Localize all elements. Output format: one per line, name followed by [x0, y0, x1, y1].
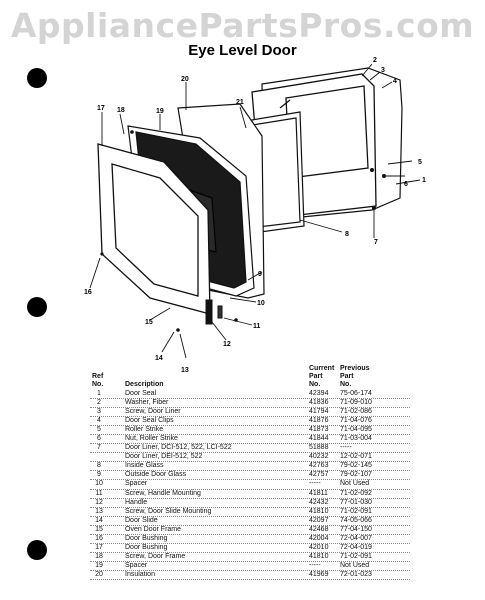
cell-description: Door Slide: [125, 516, 158, 524]
cell-description: Spacer: [125, 480, 148, 488]
cell-current-part: 42432: [309, 498, 329, 506]
cell-description: Nut, Roller Strike: [125, 435, 178, 443]
cell-previous-part: 71-04-076: [340, 417, 372, 425]
cell-description: Spacer: [125, 561, 148, 569]
cell-previous-part: 71-03-004: [340, 435, 372, 443]
cell-previous-part: 12-02-071: [340, 453, 372, 461]
table-row: [90, 526, 410, 535]
page-title: Eye Level Door: [188, 42, 297, 59]
cell-previous-part: 72-04-019: [340, 543, 372, 551]
header-ref-line2: No.: [92, 381, 104, 388]
table-row: [90, 562, 410, 571]
cell-description: Screw, Door Slide Mounting: [125, 507, 212, 515]
cell-previous-part: -----: [340, 444, 352, 452]
callout-2: 2: [373, 57, 377, 64]
handle: [206, 300, 222, 324]
cell-previous-part: 72-04-007: [340, 534, 372, 542]
cell-ref: 1: [97, 390, 101, 397]
callout-7: 7: [374, 239, 378, 246]
cell-description: Door Bushing: [125, 534, 168, 542]
cell-current-part: 41794: [309, 408, 329, 416]
cell-previous-part: 71-04-095: [340, 426, 372, 434]
cell-current-part: 40232: [309, 453, 329, 461]
binder-hole: [27, 540, 47, 560]
table-row: [90, 426, 410, 435]
cell-previous-part: 71-02-092: [340, 489, 372, 497]
cell-description: Door Liner, DEI-512, 522: [125, 453, 203, 461]
header-current-line3: No.: [309, 381, 321, 388]
cell-ref: 4: [97, 417, 101, 425]
cell-current-part: 42763: [309, 462, 329, 470]
table-row: [90, 408, 410, 417]
cell-ref: 18: [95, 552, 103, 560]
cell-ref: 19: [95, 561, 103, 569]
cell-description: Handle: [125, 498, 148, 506]
table-row: [90, 453, 410, 462]
table-row: [90, 399, 410, 408]
cell-ref: 8: [97, 462, 101, 470]
cell-previous-part: 71-02-086: [340, 408, 372, 416]
callout-5: 5: [418, 159, 422, 166]
callout-11: 11: [253, 323, 261, 330]
table-row: [90, 571, 410, 580]
cell-description: Outside Door Glass: [125, 471, 187, 479]
callout-20: 20: [181, 76, 189, 83]
cell-previous-part: 71-02-091: [340, 552, 372, 560]
cell-ref: 14: [95, 516, 103, 524]
callout-1: 1: [422, 177, 426, 184]
table-row: [90, 508, 410, 517]
cell-current-part: 41810: [309, 507, 329, 515]
cell-previous-part: 72-01-023: [340, 570, 372, 578]
header-current-line2: Part: [309, 373, 323, 380]
callout-4: 4: [393, 78, 397, 85]
table-row: [90, 390, 410, 399]
cell-ref: 9: [97, 471, 101, 479]
cell-current-part: 51888: [309, 444, 329, 452]
table-row: [90, 517, 410, 526]
parts-table-body: [90, 390, 410, 580]
table-row: [90, 553, 410, 562]
header-previous-line2: Part: [340, 373, 354, 380]
cell-ref: 13: [95, 507, 103, 515]
cell-description: Screw, Door Liner: [125, 408, 181, 416]
callout-10: 10: [257, 300, 265, 307]
cell-ref: 17: [95, 543, 103, 551]
watermark: AppliancePartsPros.com: [10, 6, 475, 45]
table-row: [90, 471, 410, 480]
cell-current-part: 41811: [309, 489, 328, 497]
callout-18: 18: [117, 107, 125, 114]
callout-21: 21: [236, 99, 244, 106]
table-row: [90, 490, 410, 499]
parts-table-header: [90, 364, 410, 390]
cell-current-part: 41836: [309, 399, 329, 407]
cell-previous-part: 75-06-174: [340, 390, 372, 397]
header-previous-line1: Previous: [340, 365, 370, 372]
cell-current-part: -----: [309, 480, 321, 488]
cell-ref: 2: [97, 399, 101, 407]
cell-current-part: 42010: [309, 543, 329, 551]
cell-previous-part: 71-02-091: [340, 507, 372, 515]
callout-12: 12: [223, 341, 231, 348]
cell-ref: 20: [95, 570, 103, 578]
table-row: [90, 462, 410, 471]
cell-description: Oven Door Frame: [125, 525, 182, 533]
cell-description: Screw, Door Frame: [125, 552, 186, 560]
callout-6: 6: [404, 181, 408, 188]
cell-ref: 10: [95, 480, 103, 488]
cell-ref: 16: [95, 534, 103, 542]
callout-17: 17: [97, 105, 105, 112]
callout-8: 8: [345, 231, 349, 238]
cell-ref: 5: [97, 426, 101, 434]
table-row: [90, 417, 410, 426]
table-row: [90, 535, 410, 544]
header-previous-line3: No.: [340, 381, 352, 388]
cell-previous-part: 71-09-010: [340, 399, 372, 407]
cell-ref: 11: [95, 489, 103, 497]
table-row: [90, 480, 410, 489]
callout-15: 15: [145, 319, 153, 326]
cell-description: Door Liner, DCI-512, 522, LCI-522: [125, 444, 232, 452]
cell-ref: 7: [97, 444, 101, 452]
cell-current-part: 42004: [309, 534, 329, 542]
cell-current-part: 42097: [309, 516, 329, 524]
cell-previous-part: 79-02-145: [340, 462, 372, 470]
table-row: [90, 435, 410, 444]
cell-current-part: 42468: [309, 525, 329, 533]
cell-previous-part: Not Used: [340, 561, 370, 569]
cell-description: Door Bushing: [125, 543, 168, 551]
cell-current-part: -----: [309, 561, 321, 569]
callout-14: 14: [155, 355, 163, 362]
callout-16: 16: [84, 289, 92, 296]
callout-3: 3: [381, 67, 385, 74]
cell-current-part: 41810: [309, 552, 329, 560]
callout-13: 13: [181, 367, 189, 374]
cell-current-part: 42394: [309, 390, 329, 397]
cell-previous-part: 77-04-150: [340, 525, 372, 533]
cell-previous-part: 74-05-066: [340, 516, 372, 524]
cell-previous-part: Not Used: [340, 480, 370, 488]
cell-ref: 12: [95, 498, 103, 506]
header-description: Description: [125, 381, 164, 388]
table-row: [90, 499, 410, 508]
cell-current-part: 41873: [309, 426, 329, 434]
callout-9: 9: [258, 271, 262, 278]
table-row: [90, 444, 410, 453]
cell-description: Door Seal Clips: [125, 417, 174, 425]
cell-current-part: 41969: [309, 570, 329, 578]
cell-ref: 15: [95, 525, 103, 533]
parts-table: [90, 364, 410, 580]
header-current-line1: Current: [309, 365, 335, 372]
cell-description: Roller Strike: [125, 426, 164, 434]
callout-19: 19: [156, 108, 164, 115]
cell-previous-part: 77-01-030: [340, 498, 372, 506]
cell-previous-part: 79-02-107: [340, 471, 372, 479]
header-ref-line1: Ref: [92, 373, 104, 380]
cell-current-part: 41844: [309, 435, 329, 443]
cell-description: Screw, Handle Mounting: [125, 489, 201, 497]
cell-current-part: 42757: [309, 471, 329, 479]
cell-description: Inside Glass: [125, 462, 164, 470]
cell-current-part: 41876: [309, 417, 329, 425]
cell-ref: 6: [97, 435, 101, 443]
cell-description: Door Seal: [125, 390, 157, 397]
table-row: [90, 544, 410, 553]
cell-ref: 3: [97, 408, 101, 416]
cell-description: Washer, Fiber: [125, 399, 169, 407]
cell-description: Insulation: [125, 570, 155, 578]
